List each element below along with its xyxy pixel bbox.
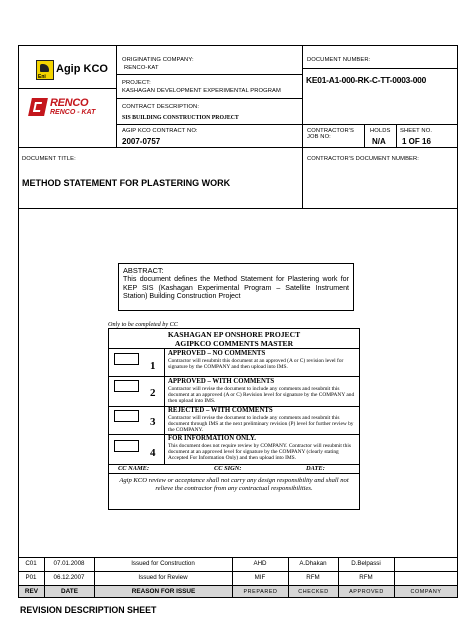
contractor-document-number-label: CONTRACTOR'S DOCUMENT NUMBER: <box>307 156 420 162</box>
eni-label: Eni <box>38 74 46 80</box>
cc-sign-label: CC SIGN: <box>214 465 242 472</box>
checkbox-approved-no-comments[interactable] <box>114 353 139 365</box>
project-value: KASHAGAN DEVELOPMENT EXPERIMENTAL PROGRAM <box>122 88 281 94</box>
comments-title-1: KASHAGAN EP ONSHORE PROJECT <box>167 330 301 339</box>
agip-contract-value: 2007-0757 <box>122 137 161 146</box>
document-number-value: KE01-A1-000-RK-C-TT-0003-000 <box>306 75 427 85</box>
document-number-label: DOCUMENT NUMBER: <box>307 57 371 63</box>
sheet-label: SHEET NO. <box>400 128 433 134</box>
abstract-box <box>118 263 354 311</box>
document-frame <box>18 45 458 598</box>
prepared-cell: MIF <box>254 574 266 582</box>
item-text-2: Contractor will revise the document to include any comments and resubmit this document at an approved (A or C) Revision level for signature by the COMPANY and then upload into IMS. <box>168 386 355 405</box>
reason-header: REASON FOR ISSUE <box>95 586 232 597</box>
renco-logo <box>30 96 96 120</box>
item-number-3: 3 <box>150 416 156 428</box>
revision-description-sheet-title: REVISION DESCRIPTION SHEET <box>20 605 157 615</box>
item-heading-4: FOR INFORMATION ONLY. <box>168 435 256 442</box>
rev-header: REV <box>19 586 44 597</box>
item-heading-2: APPROVED – WITH COMMENTS <box>168 378 275 385</box>
approved-cell: RFM <box>359 574 373 582</box>
checkbox-for-information-only[interactable] <box>114 440 139 452</box>
disclaimer: Agip KCO review or acceptance shall not carry any design responsibility and shall not relieve the contractor from any contractual responsibilities. <box>119 477 349 492</box>
cc-note: Only to be completed by CC <box>108 321 178 328</box>
rev-cell: C01 <box>25 560 37 568</box>
item-text-3: Contractor will revise the document to include any comments and resubmit this document through IMS at the next preliminary revision (P) level for further review by the COMPANY. <box>168 415 354 434</box>
document-title-label: DOCUMENT TITLE: <box>22 156 76 162</box>
renco-kat-logo-text: RENCO - KAT <box>50 109 96 116</box>
originating-company-value: RENCO-KAT <box>124 65 159 71</box>
item-number-4: 4 <box>150 447 156 459</box>
agip-logo <box>36 60 112 80</box>
checkbox-rejected-with-comments[interactable] <box>114 410 139 422</box>
prepared-cell: AHD <box>253 560 267 568</box>
item-heading-1: APPROVED – NO COMMENTS <box>168 350 266 357</box>
project-label: PROJECT: <box>122 80 151 86</box>
item-heading-3: REJECTED – WITH COMMENTS <box>168 407 273 414</box>
item-number-1: 1 <box>150 360 156 372</box>
renco-logo-text: RENCO <box>50 97 89 109</box>
abstract-text: This document defines the Method Statement for Plastering work for KEP SIS (Kashagan Experimental Program – Satellite Instrument Station) Building Construction Project <box>123 275 349 300</box>
eni-dog-logo-icon <box>36 60 54 80</box>
contractor-job-label <box>307 128 363 140</box>
item-text-4: This document does not require review by COMPANY. Contractor will resubmit this document at an approved level for signature by the COMPANY (clearly stating Accepted For Information Only) and then upload into IMS. <box>168 443 351 462</box>
item-number-2: 2 <box>150 387 156 399</box>
approved-header: APPROVED <box>339 586 394 597</box>
comments-title-2: AGIPKCO COMMENTS MASTER <box>174 339 294 348</box>
checkbox-approved-with-comments[interactable] <box>114 380 139 392</box>
sheet-value: 1 OF 16 <box>402 137 431 146</box>
rev-cell: P01 <box>25 574 37 582</box>
cc-name-label: CC NAME: <box>118 465 150 472</box>
contractor-job-label-text: CONTRACTOR'S JOB NO: <box>307 128 354 140</box>
agip-contract-label: AGIP KCO CONTRACT NO: <box>122 128 198 134</box>
date-cell: 07.01.2008 <box>53 560 85 568</box>
holds-label: HOLDS <box>370 128 391 134</box>
date-cell: 06.12.2007 <box>53 574 85 582</box>
agip-kco-logo-text: Agip KCO <box>56 63 108 75</box>
item-text-1: Contractor will resubmit this document at an approved (A or C) revision level for signature by the COMPANY and then upload into IMS. <box>168 358 344 371</box>
company-header: COMPANY <box>395 586 457 597</box>
reason-cell: Issued for Review <box>138 574 188 582</box>
holds-value: N/A <box>372 137 386 146</box>
date-header: DATE <box>45 586 94 597</box>
document-title: METHOD STATEMENT FOR PLASTERING WORK <box>22 178 231 188</box>
approved-cell: D.Belpassi <box>351 560 381 568</box>
checked-cell: RFM <box>306 574 320 582</box>
abstract-label: ABSTRACT: <box>123 266 164 275</box>
renco-mark-icon <box>28 98 48 116</box>
reason-cell: Issued for Construction <box>131 560 195 568</box>
prepared-header: PREPARED <box>233 586 288 597</box>
date-label: DATE: <box>306 465 325 472</box>
checked-header: CHECKED <box>289 586 338 597</box>
contract-description-value: SIS BUILDING CONSTRUCTION PROJECT <box>122 115 239 121</box>
contract-description-label: CONTRACT DESCRIPTION: <box>122 104 200 110</box>
checked-cell: A.Dhakan <box>299 560 327 568</box>
originating-company-label: ORIGINATING COMPANY: <box>122 57 194 63</box>
